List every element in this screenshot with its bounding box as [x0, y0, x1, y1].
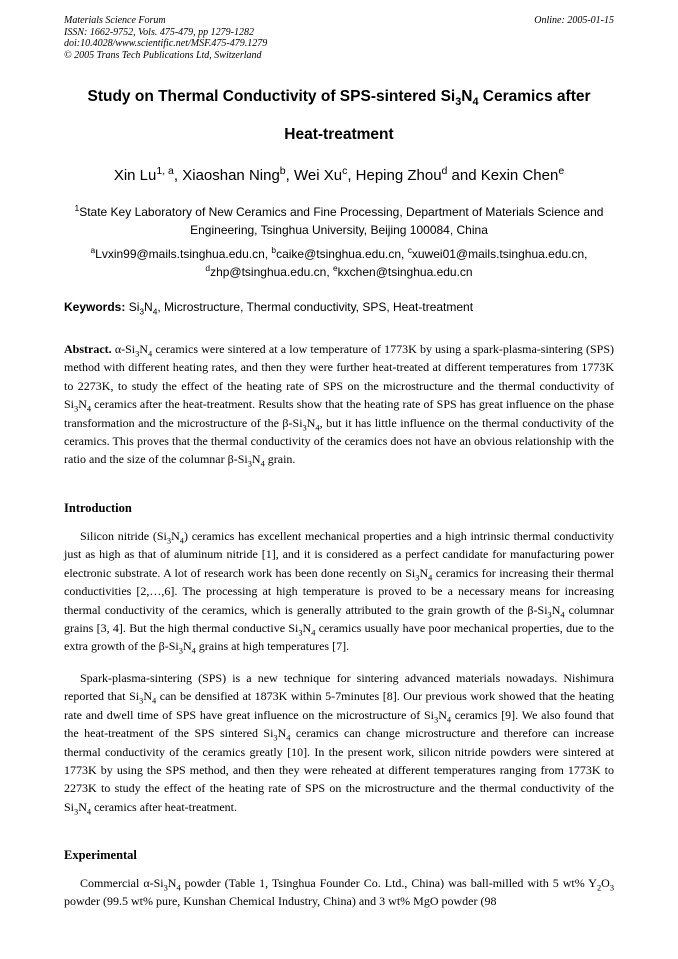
copyright-line: © 2005 Trans Tech Publications Ltd, Switzerland [64, 49, 262, 61]
introduction-paragraph-1: Silicon nitride $(Si_3N_4)$ ceramics has excellent mechanical properties and a high intrinsic thermal conductivity just as high as that of aluminum nitride [1], and it is considered as a perfect candidate for manufacturing power electronic substrate. A lot of research work has been done recently on $Si_3N_4$ ceramics for increasing their thermal conductivities [2,…,6]. The processing at high temperature is proved to be a necessary means for increasing thermal conductivity of the ceramics, which is generally attributed to the grain growth of the $\beta-Si_3N_4$ columnar grains [3, 4]. But the high thermal conductive $Si_3N_4$ ceramics usually have poor mechanical properties, due to the extra growth of the $\beta-Si_3N_4$ grains at high temperatures [7]. [64, 529, 614, 656]
abstract: Abstract. $\alpha-Si_3N_4$ ceramics were sintered at a low temperature of 1773K by using a spark-plasma-sintering (SPS) method with different heating rates, and then they were further heat-treated at different temperatures from 1773K to 2273K, to study the effect of the heating rate of SPS on the microstructure and the thermal conductivity of $Si_3N_4$ ceramics after the heat-treatment. Results show that the heating rate of SPS has great influence on the phase transformation and the microstructure of the $\beta-Si_3N_4$, but it has little influence on the thermal conductivity of the ceramics. This proves that the thermal conductivity of the ceramics does not have an obvious relationship with the ratio and the size of the columnar $\beta-Si_3N_4$ grain. [64, 342, 614, 469]
running-header [64, 15, 614, 61]
author-emails: $^a$Lvxin99@mails.tsinghua.edu.cn, $^b$caike@tsinghua.edu.cn, $^c$xuwei01@mails.tsinghua.edu.cn, $^d$zhp@tsinghua.edu.cn, $^e$kxchen@tsinghua.edu.cn [90, 245, 588, 279]
title-line-1: Study on Thermal Conductivity of SPS-sintered $Si_3N_4$ Ceramics after [87, 88, 591, 109]
author-list: Xin Lu$^{1, a}$, Xiaoshan Ning$^b$, Wei Xu$^c$, Heping Zhou$^d$ and Kexin Chen$^e$ [113, 165, 565, 184]
doi-line: doi:10.4028/www.scientific.net/MSF.475-479.1279 [64, 38, 268, 49]
section-heading-introduction: Introduction [64, 501, 132, 515]
journal-name: Materials Science Forum [64, 15, 166, 26]
section-heading-experimental: Experimental [64, 848, 137, 862]
keywords: Keywords: $Si_3N_4$, Microstructure, Thermal conductivity, SPS, Heat-treatment [64, 300, 474, 317]
introduction-paragraph-2: Spark-plasma-sintering (SPS) is a new technique for sintering advanced materials nowadays. Nishimura reported that $Si_3N_4$ can be densified at 1873K within 5-7minutes [8]. Our previous work showed that the heating rate and dwell time of SPS have great influence on the microstructure of $Si_3N_4$ ceramics [9]. We also found that the heat-treatment of the SPS sintered $Si_3N_4$ ceramics can change microstructure and therefore can increase thermal conductivity of the ceramics greatly [10]. In the present work, silicon nitride powders were sintered at 1773K by using the SPS method, and then they were reheated at different temperatures ranging from 1773K to 2273K to study the effect of the heating rate of SPS on the microstructure and the thermal conductivity of the $Si_3N_4$ ceramics after heat-treatment. [64, 671, 615, 817]
issn-line: ISSN: 1662-9752, Vols. 475-479, pp 1279-1282 [64, 26, 254, 38]
title-line-2: Heat-treatment [284, 126, 394, 143]
online-date: Online: 2005-01-15 [534, 15, 614, 26]
affiliation: $^1$State Key Laboratory of New Ceramics and Fine Processing, Department of Materials Science and Engineering, Tsinghua University, Beijing 100084, China [74, 203, 604, 237]
experimental-paragraph-1: Commercial $\alpha-Si_3N_4$ powder (Table 1, Tsinghua Founder Co. Ltd., China) was ball-milled with 5 wt% $Y_2O_3$ powder (99.5 wt% pure, Kunshan Chemical Industry, China) and 3 wt% MgO powder (98 [64, 876, 614, 909]
